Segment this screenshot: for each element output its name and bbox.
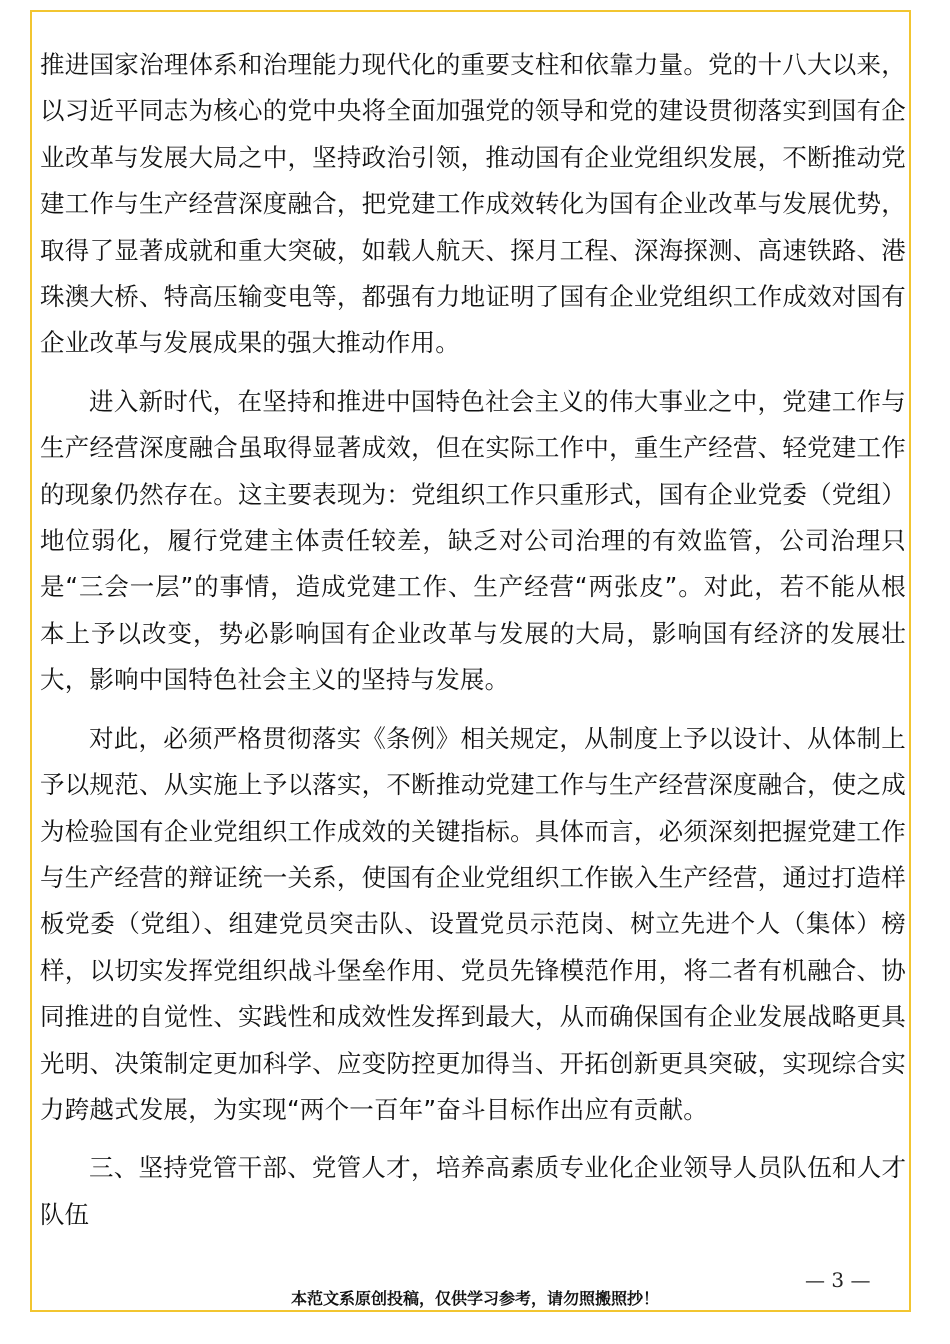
paragraph-3: 对此，必须严格贯彻落实《条例》相关规定，从制度上予以设计、从体制上予以规范、从实施上予以落实，不断推动党建工作与生产经营深度融合，使之成为检验国有企业党组织工作成效的关键指标。具体而言，必须深刻把握党建工作与生产经营的辩证统一关系，使国有企业党组织工作嵌入生产经营，通过打造样板党委（党组）、组建党员突击队、设置党员示范岗、树立先进个人（集体）榜样，以切实发挥党组织战斗堡垒作用、党员先锋模范作用，将二者有机融合、协同推进的自觉性、实践性和成效性发挥到最大，从而确保国有企业发展战略更具光明、决策制定更加科学、应变防控更加得当、开拓创新更具突破，实现综合实力跨越式发展，为实现“两个一百年”奋斗目标作出应有贡献。 bbox=[40, 723, 906, 1124]
section-heading: 三、坚持党管干部、党管人才，培养高素质专业化企业领导人员队伍和人才队伍 bbox=[40, 1153, 906, 1229]
footer-note: 本范文系原创投稿，仅供学习参考，请勿照搬照抄！ bbox=[290, 1289, 659, 1308]
paragraph-2: 进入新时代，在坚持和推进中国特色社会主义的伟大事业之中，党建工作与生产经营深度融合虽取得显著成效，但在实际工作中，重生产经营、轻党建工作的现象仍然存在。这主要表现为：党组织工作只重形式，国有企业党委（党组）地位弱化，履行党建主体责任较差，缺乏对公司治理的有效监管，公司治理只是“三会一层”的事情，造成党建工作、生产经营“两张皮”。对此，若不能从根本上予以改变，势必影响国有企业改革与发展的大局，影响国有经济的发展壮大，影响中国特色社会主义的坚持与发展。 bbox=[40, 386, 906, 695]
page-number: — 3 — bbox=[805, 1268, 871, 1292]
paragraph-1: 推进国家治理体系和治理能力现代化的重要支柱和依靠力量。党的十八大以来，以习近平同志为核心的党中央将全面加强党的领导和党的建设贯彻落实到国有企业改革与发展大局之中，坚持政治引领，推动国有企业党组织发展，不断推动党建工作与生产经营深度融合，把党建工作成效转化为国有企业改革与发展优势，取得了显著成就和重大突破，如载人航天、探月工程、深海探测、高速铁路、港珠澳大桥、特高压输变电等，都强有力地证明了国有企业党组织工作成效对国有企业改革与发展成果的强大推动作用。 bbox=[40, 50, 906, 358]
document-body bbox=[40, 42, 906, 1238]
